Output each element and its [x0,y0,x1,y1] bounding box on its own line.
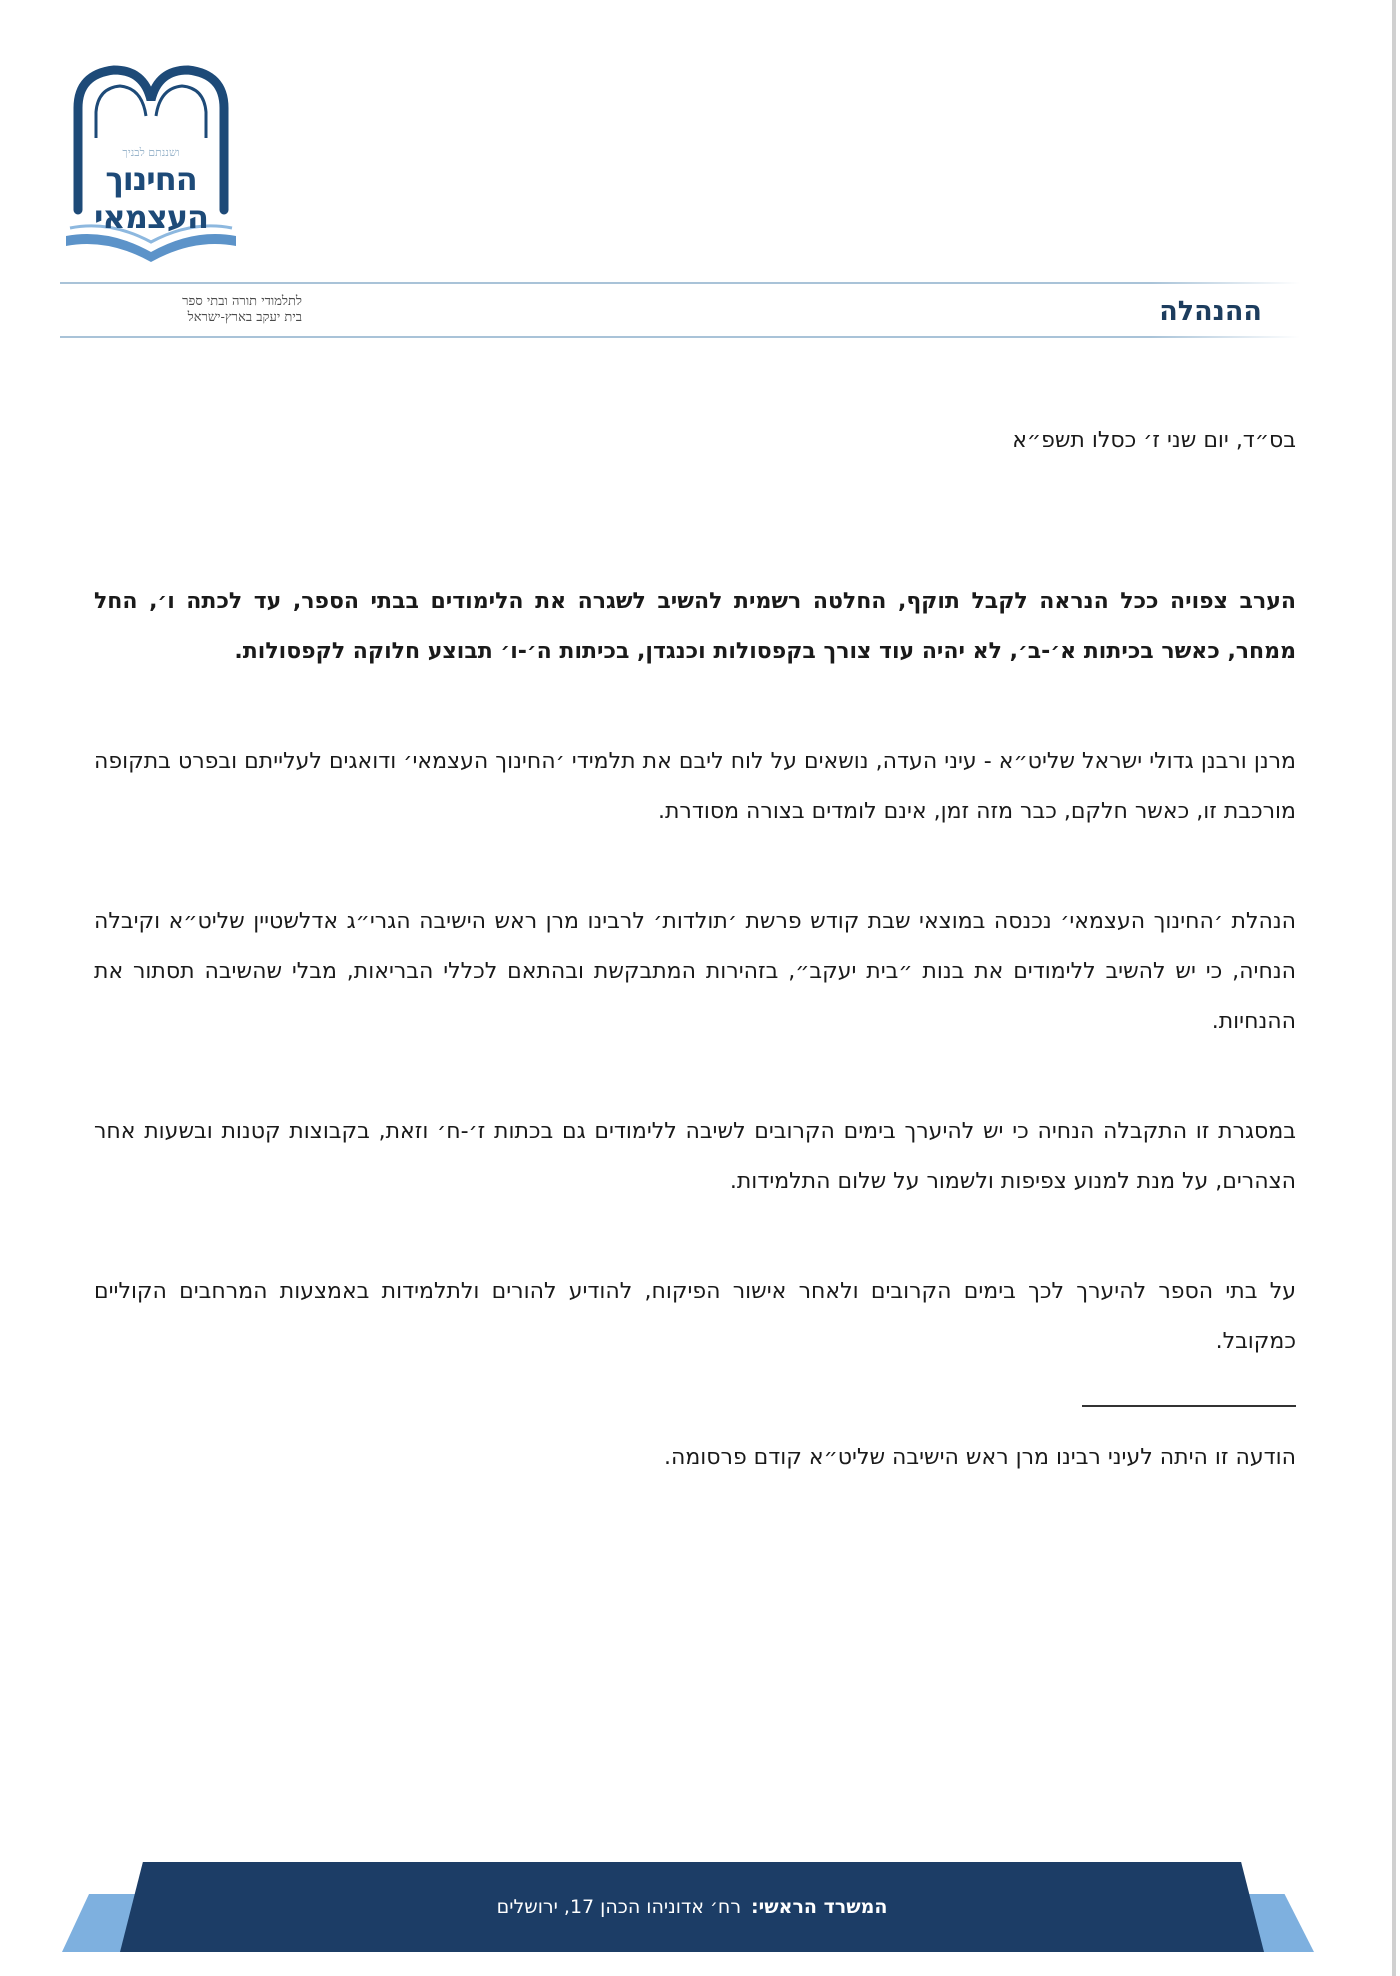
footer-address-text: רח׳ אדוניהו הכהן 17, ירושלים [496,1896,742,1918]
letter-body [94,428,1296,1483]
letterhead-subtitle-line1: לתלמודי תורה ובתי ספר [182,294,302,309]
paragraph-1: הערב צפויה ככל הנראה לקבל תוקף, החלטה רשמית להשיב לשגרה את הלימודים בבתי הספר, עד לכתה ו׳, החל ממחר, כאשר בכיתות א׳-ב׳, לא יהיה עוד צורך בקפסולות וכנגדן, בכיתות ה׳-ו׳ תבוצע חלוקה לקפסולות. [94,589,1296,664]
header-divider-top [60,282,1300,284]
logo-name-line1: החינוך [105,160,197,198]
organization-logo [58,60,244,270]
paragraph-5: על בתי הספר להיערך לכך בימים הקרובים ולאחר אישור הפיקוח, להודיע להורים ולתלמידות באמצעות המרחבים הקוליים כמקובל. [94,1279,1296,1354]
closing-note: הודעה זו היתה לעיני רבינו מרן ראש הישיבה שליט״א קודם פרסומה. [663,1445,1296,1470]
logo-tagline: ושננתם לבניך [122,146,180,159]
paragraph-2: מרנן ורבנן גדולי ישראל שליט״א - עיני העדה, נושאים על לוח ליבם את תלמידי ׳החינוך העצמאי׳ ודואגים לעלייתם ובפרט בתקופה מורכבת זו, כאשר חלקם, כבר מזה זמן, אינם לומדים בצורה מסודרת. [94,749,1296,824]
letterhead-subtitle [62,294,302,326]
department-title: ההנהלה [1159,296,1262,327]
footer-address [120,1862,1264,1952]
paragraph-4: במסגרת זו התקבלה הנחיה כי יש להיערך בימים הקרובים לשיבה ללימודים גם בכתות ז׳-ח׳ וזאת, בקבוצות קטנות ובשעות אחר הצהרים, על מנת למנוע צפיפות ולשמור על שלום התלמידות. [94,1119,1296,1194]
header-divider-bottom [60,336,1300,338]
footer-label: המשרד הראשי: [751,1896,888,1918]
date-line: בס״ד, יום שני ז׳ כסלו תשפ״א [1012,428,1296,453]
letterhead-subtitle-line2: בית יעקב בארץ-ישראל [187,310,302,325]
paragraph-3: הנהלת ׳החינוך העצמאי׳ נכנסה במוצאי שבת קודש פרשת ׳תולדות׳ לרבינו מרן ראש הישיבה הגרי״ג אדלשטיין שליט״א וקיבלה הנחיה, כי יש להשיב ללימודים את בנות ״בית יעקב״, בזהירות המתבקשת ובהתאם לכללי הבריאות, מבלי שהשיבה תסתור את ההנחיות. [94,909,1296,1034]
logo-name-line2: העצמאי [93,198,209,236]
